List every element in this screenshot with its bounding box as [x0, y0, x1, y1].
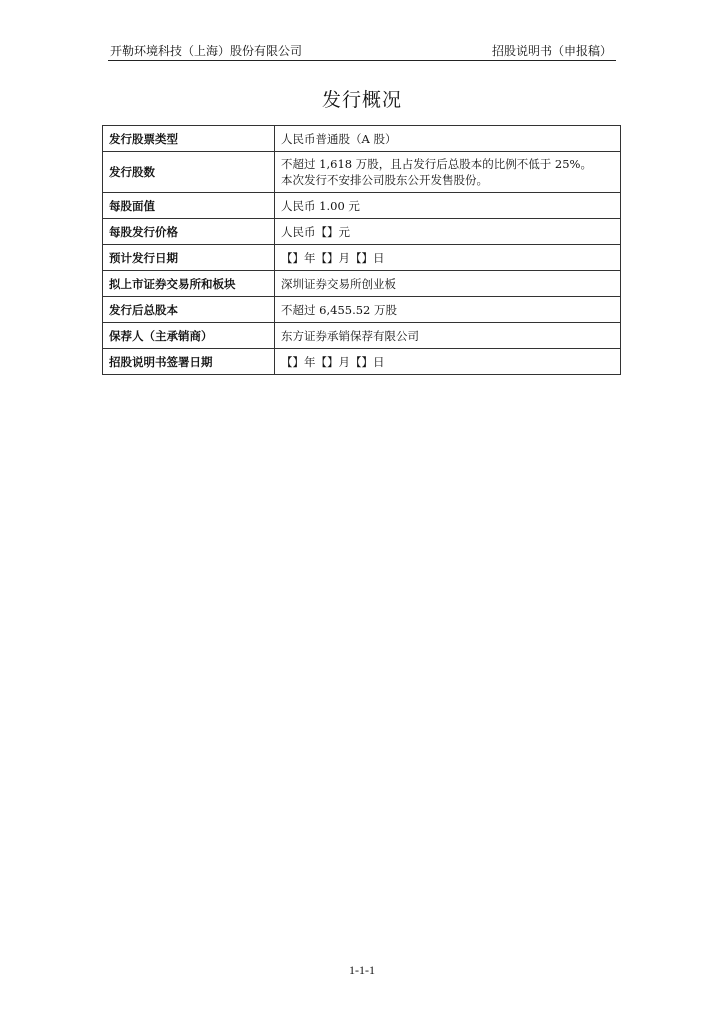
row-value-line: 人民币 1.00 元	[281, 198, 360, 213]
issuance-overview-table	[102, 125, 621, 375]
table-row	[103, 126, 621, 152]
header-company-name: 开勒环境科技（上海）股份有限公司	[110, 44, 303, 58]
row-value	[275, 349, 621, 375]
row-value	[275, 245, 621, 271]
row-value-line: 东方证券承销保荐有限公司	[281, 328, 419, 343]
table-row	[103, 219, 621, 245]
table-row	[103, 152, 621, 193]
row-value	[275, 219, 621, 245]
row-label: 发行股数	[103, 152, 275, 193]
row-label: 招股说明书签署日期	[103, 349, 275, 375]
page-header	[108, 42, 616, 61]
row-value	[275, 152, 621, 193]
page-title: 发行概况	[321, 89, 402, 111]
row-value-line: 不超过 6,455.52 万股	[281, 302, 398, 317]
row-label: 保荐人（主承销商）	[103, 323, 275, 349]
table-row	[103, 245, 621, 271]
row-value-line: 人民币普通股（A 股）	[281, 131, 397, 146]
row-value	[275, 297, 621, 323]
table-row	[103, 349, 621, 375]
row-label: 发行股票类型	[103, 126, 275, 152]
row-label: 发行后总股本	[103, 297, 275, 323]
row-label: 每股面值	[103, 193, 275, 219]
row-label: 拟上市证券交易所和板块	[103, 271, 275, 297]
row-value	[275, 323, 621, 349]
table-row	[103, 271, 621, 297]
row-value-line: 深圳证券交易所创业板	[281, 276, 396, 291]
row-label: 预计发行日期	[103, 245, 275, 271]
header-document-type: 招股说明书（申报稿）	[491, 44, 612, 58]
row-value-line: 人民币【】元	[281, 224, 350, 239]
row-value-line: 【】年【】月【】日	[281, 354, 385, 369]
row-value	[275, 193, 621, 219]
row-value	[275, 271, 621, 297]
row-label: 每股发行价格	[103, 219, 275, 245]
table-row	[103, 323, 621, 349]
row-value-line: 本次发行不安排公司股东公开发售股份。	[281, 173, 488, 187]
row-value	[275, 126, 621, 152]
page-number: 1-1-1	[349, 963, 375, 977]
table-row	[103, 297, 621, 323]
row-value-line: 【】年【】月【】日	[281, 250, 385, 265]
table-row	[103, 193, 621, 219]
row-value-line: 不超过 1,618 万股，且占发行后总股本的比例不低于 25%。	[281, 157, 592, 171]
